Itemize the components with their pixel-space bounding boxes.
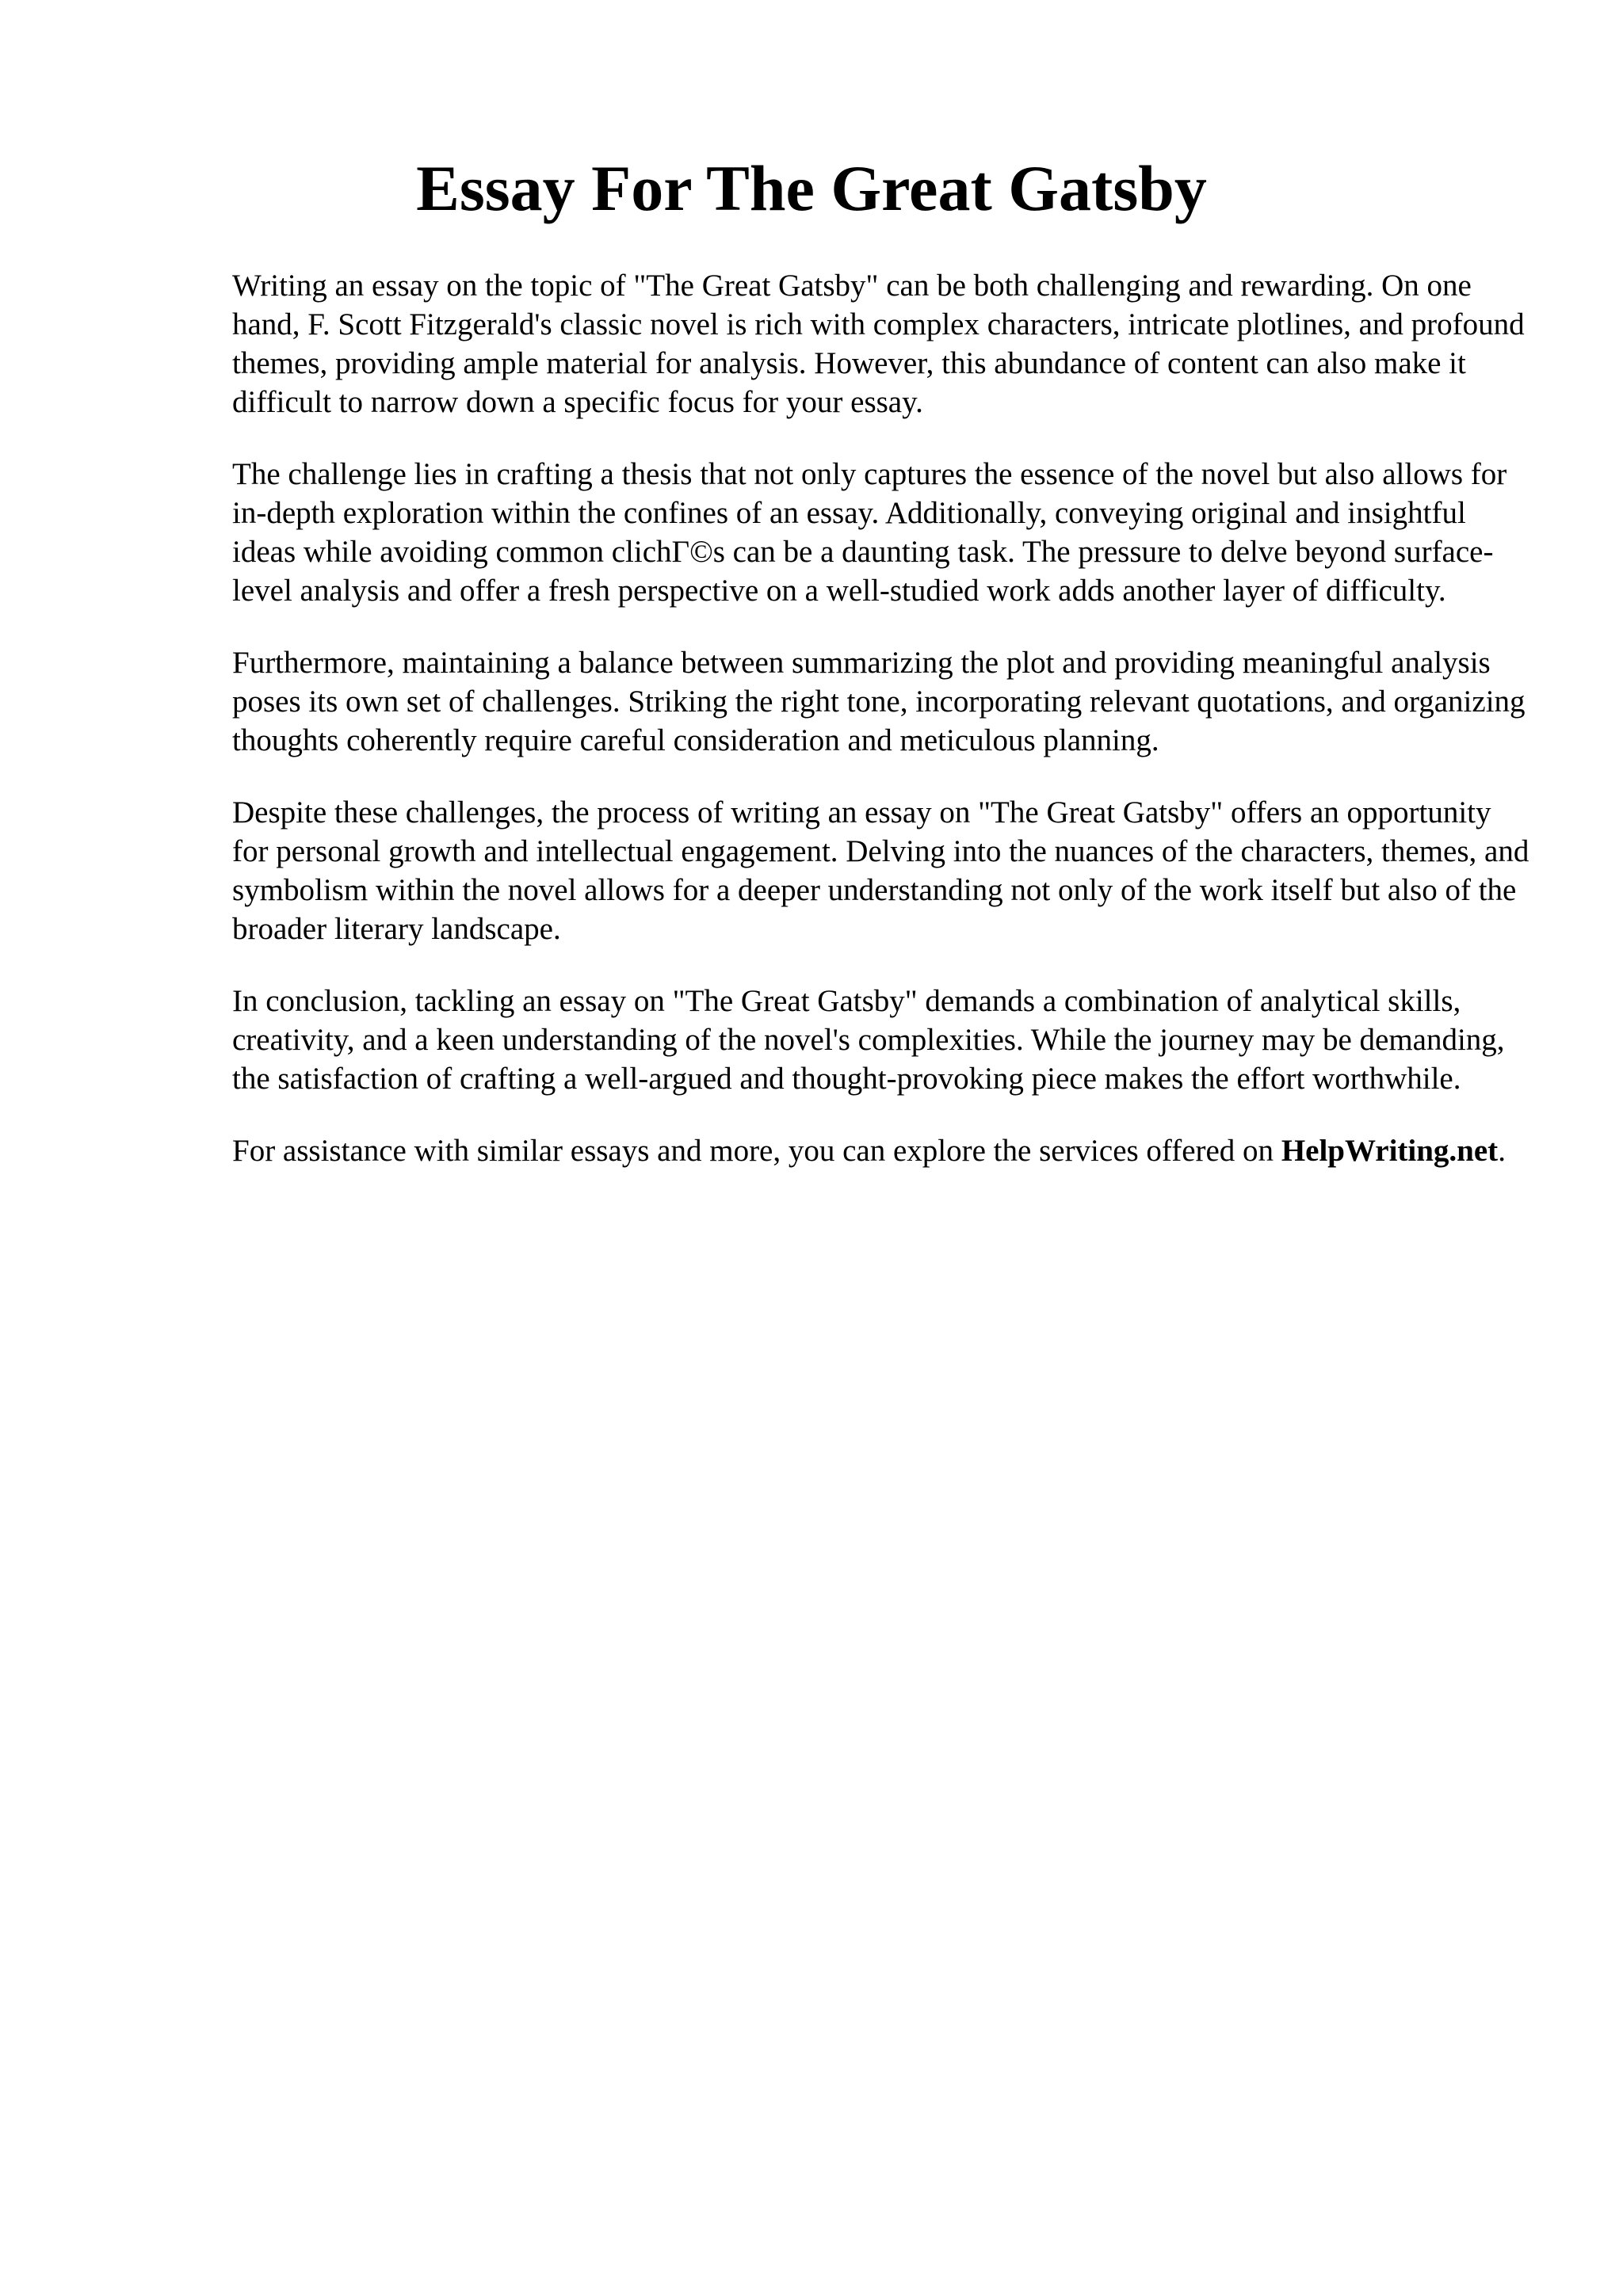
paragraph-challenge: The challenge lies in crafting a thesis that not only captures the essence of the novel but also allows for in-depth exploration within the confines of an essay. Additionally, conveying original and insightful ideas while avoiding common clichГ©s can be a daunting task. The pressure to delve beyond surface-level analysis and offer a fresh perspective on a well-studied work adds another layer of difficulty. bbox=[232, 457, 1507, 608]
paragraph-growth: Despite these challenges, the process of writing an essay on "The Great Gatsby" offers an opportunity for personal growth and intellectual engagement. Delving into the nuances of the characters, themes, and symbolism within the novel allows for a deeper understanding not only of the work itself but also of the broader literary landscape. bbox=[232, 795, 1529, 946]
helpwriting-link[interactable]: HelpWriting.net bbox=[1281, 1134, 1499, 1168]
paragraph-intro: Writing an essay on the topic of "The Great Gatsby" can be both challenging and rewarding. On one hand, F. Scott Fitzgerald's classic novel is rich with complex characters, intricate plotlines, and profound themes, providing ample material for analysis. However, this abundance of content can also make it difficult to narrow down a specific focus for your essay. bbox=[232, 269, 1525, 419]
paragraph-conclusion: In conclusion, tackling an essay on "The Great Gatsby" demands a combination of analytical skills, creativity, and a keen understanding of the novel's complexities. While the journey may be demanding, the satisfaction of crafting a well-argued and thought-provoking piece makes the effort worthwhile. bbox=[232, 984, 1505, 1096]
page-title: Essay For The Great Gatsby bbox=[416, 152, 1207, 224]
closing-suffix: . bbox=[1498, 1134, 1506, 1168]
essay-body bbox=[232, 266, 1532, 1203]
closing-text: For assistance with similar essays and more, you can explore the services offered on bbox=[232, 1134, 1281, 1168]
paragraph-closing bbox=[232, 1131, 1532, 1170]
paragraph-balance: Furthermore, maintaining a balance between summarizing the plot and providing meaningful analysis poses its own set of challenges. Striking the right tone, incorporating relevant quotations, and organizing thoughts coherently require careful consideration and meticulous planning. bbox=[232, 646, 1526, 757]
